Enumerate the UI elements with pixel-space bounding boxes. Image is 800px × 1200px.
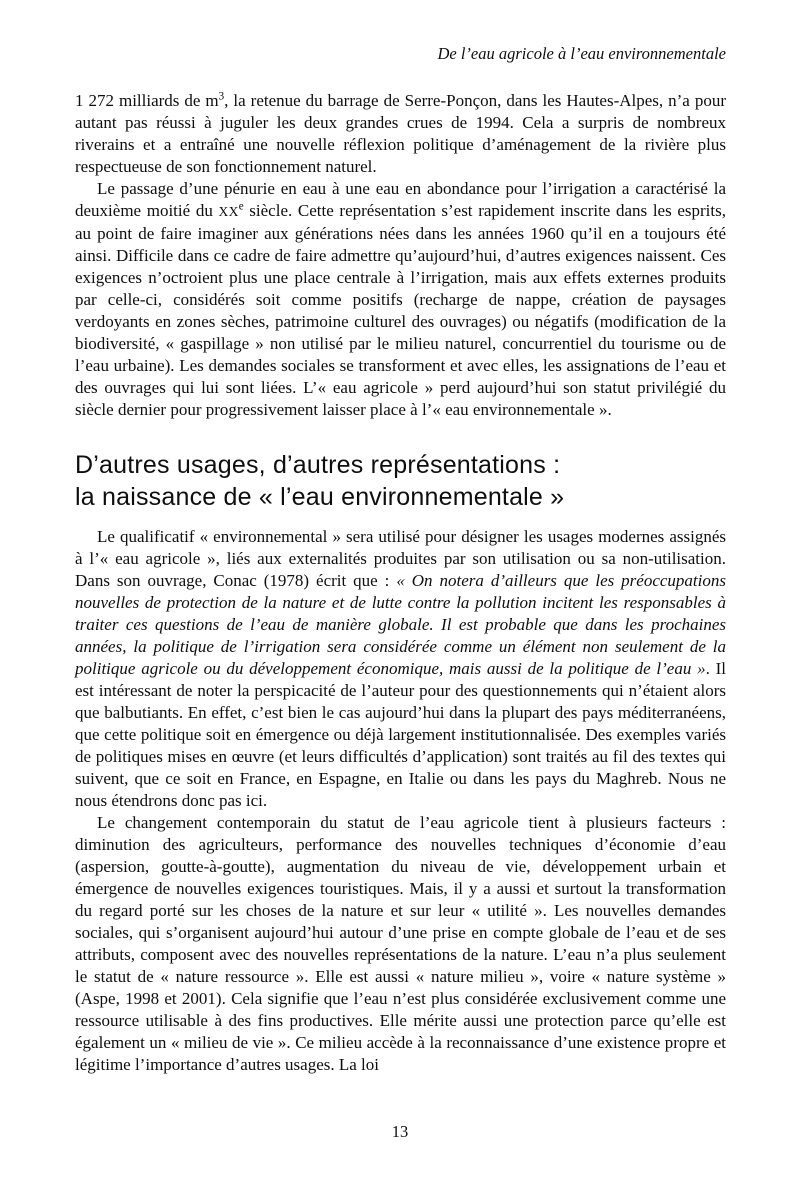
paragraph — [75, 526, 726, 812]
article — [75, 90, 726, 1076]
running-header — [75, 44, 726, 64]
section-heading-line: la naissance de « l’eau environnementale » — [75, 483, 565, 511]
text-run: XX — [218, 204, 239, 219]
section-heading — [75, 449, 726, 513]
paragraph — [75, 812, 726, 1076]
text-run: , la retenue du barrage de Serre-Ponçon, dans les Hautes-Alpes, n’a pour autant pas réussi à juguler les deux grandes crues de 1994. Cela a surpris de nombreux riverains et a entraîné une nouvelle réflexion politique d’aménagement de la rivière plus respectueuse de son fonctionnement naturel. — [75, 91, 726, 176]
paragraph — [75, 178, 726, 421]
text-run: Le changement contemporain du statut de l’eau agricole tient à plusieurs facteurs : diminution des agriculteurs, performance des nouvelles techniques d’économie d’eau (aspersion, goutte-à-goutte), augmentation du niveau de vie, développement urbain et émergence de nouvelles exigences touristiques. Mais, il y a aussi et surtout la transformation du regard porté sur les choses de la nature et sur leur « utilité ». Les nouvelles demandes sociales, qui s’organisent aujourd’hui autour d’une prise en compte globale de l’eau et de ses attributs, composent avec des nouvelles représentations de la nature. L’eau n’a plus seulement le statut de « nature ressource ». Elle est aussi « nature milieu », voire « nature système » (Aspe, 1998 et 2001). Cela signifie que l’eau n’est plus considérée exclusivement comme une ressource utilisable à des fins productives. Elle mérite aussi une protection parce qu’elle est également un « milieu de vie ». Ce milieu accède à la reconnaissance d’une existence propre et légitime l’importance d’autres usages. La loi — [75, 813, 726, 1074]
text-run: . Il est intéressant de noter la perspicacité de l’auteur pour des questionnements qui n’étaient alors que balbutiants. En effet, c’est bien le cas aujourd’hui dans la plupart des pays méditerranéens, que cette politique soit en émergence ou déjà largement institutionnalisée. Des exemples variés de politiques mises en œuvre (et leurs difficultés d’application) sont traités au fil des textes qui suivent, que ce soit en France, en Espagne, en Italie ou dans les pays du Maghreb. Nous ne nous étendrons donc pas ici. — [75, 659, 726, 810]
running-header-title: De l’eau agricole à l’eau environnementale — [437, 44, 726, 63]
text-run: siècle. Cette représentation s’est rapidement inscrite dans les esprits, au point de faire imaginer aux générations nées dans les années 1960 qu’il en a toujours été ainsi. Difficile dans ce cadre de faire admettre qu’aujourd’hui, d’autres exigences naissent. Ces exigences n’octroient plus une place centrale à l’irrigation, mais aux effets externes produits par celle-ci, considérés soit comme positifs (recharge de nappe, création de paysages verdoyants en zones sèches, patrimoine culturel des ouvrages) ou négatifs (modification de la biodiversité, « gaspillage » non utilisé par le milieu naturel, concurrentiel du tourisme ou de l’eau urbaine). Les demandes sociales se transforment et avec elles, les assignations de l’eau et des ouvrages qui lui sont liées. L’« eau agricole » perd aujourd’hui son statut privilégié du siècle dernier pour progressivement laisser place à l’« eau environnementale ». — [75, 201, 726, 419]
text-run: 3 — [218, 90, 225, 103]
section-heading-line: D’autres usages, d’autres représentations : — [75, 451, 561, 479]
page-number: 13 — [391, 1122, 409, 1141]
text-run: Le qualificatif « environnemental » sera utilisé pour désigner les usages modernes assignés à l’« eau agricole », liés aux externalités produites par son utilisation ou sa non-utilisation. Dans son ouvrage, Conac (1978) écrit que : — [75, 527, 726, 590]
text-run: e — [238, 200, 244, 213]
paragraph — [75, 90, 726, 178]
text-run: « On notera d’ailleurs que les préoccupations nouvelles de protection de la nature et de lutte contre la pollution incitent les responsables à traiter ces questions de l’eau de manière globale. Il est probable que dans les prochaines années, la politique de l’irrigation sera considérée comme un élément non seulement de la politique agricole ou du développement économique, mais aussi de la politique de l’eau » — [75, 571, 726, 678]
page-footer — [0, 1122, 800, 1142]
text-run: Le passage d’une pénurie en eau à une eau en abondance pour l’irrigation a caractérisé la deuxième moitié du — [75, 179, 726, 220]
text-run: 1 272 milliards de m — [75, 91, 219, 110]
